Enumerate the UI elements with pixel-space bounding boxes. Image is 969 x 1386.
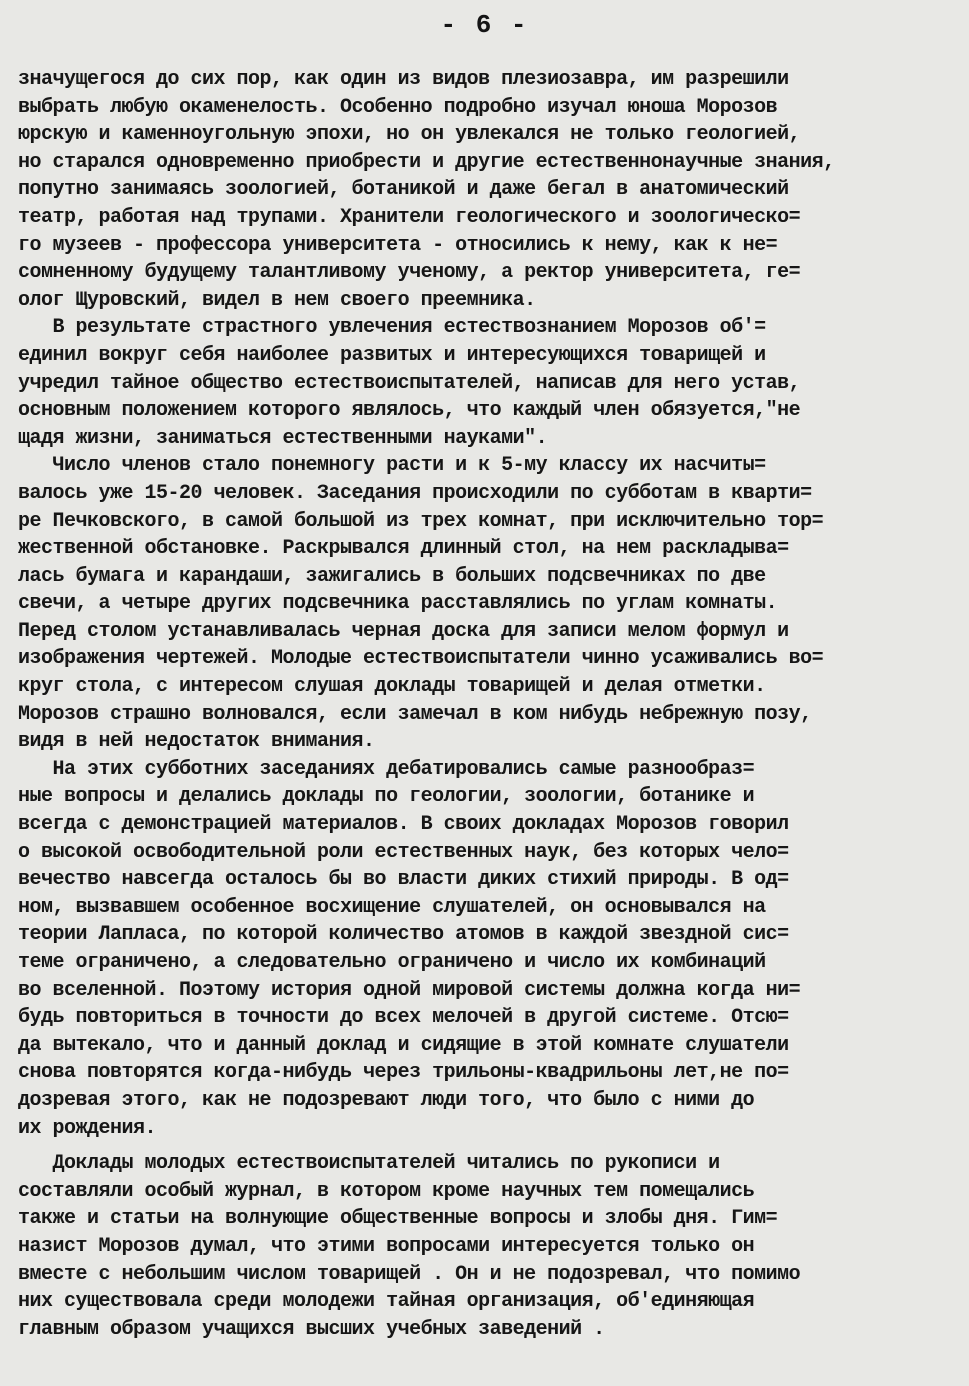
text-line: учредил тайное общество естествоиспытателей, написав для него устав,	[18, 371, 801, 395]
text-line: видя в ней недостаток внимания.	[18, 730, 375, 754]
page-number: - 6 -	[440, 10, 529, 40]
text-line: дозревая этого, как не подозревают люди того, что было с ними до	[18, 1088, 755, 1112]
paragraph-gap	[18, 1142, 958, 1150]
text-line: составляли особый журнал, в котором кроме научных тем помещались	[18, 1179, 755, 1203]
text-line: ном, вызвавшем особенное восхищение слушателей, он основывался на	[18, 895, 766, 919]
text-line: лась бумага и карандаши, зажигались в больших подсвечниках по две	[18, 564, 766, 588]
text-line: также и статьи на волнующие общественные вопросы и злобы дня. Гим=	[18, 1207, 778, 1231]
text-line: ные вопросы и делались доклады по геологии, зоологии, ботанике и	[18, 785, 755, 809]
text-line: Перед столом устанавливалась черная доска для записи мелом формул и	[18, 619, 789, 643]
text-line: Доклады молодых естествоиспытателей читались по рукописи и	[18, 1152, 720, 1176]
text-line: вместе с небольшим числом товарищей . Он и не подозревал, что помимо	[18, 1262, 801, 1286]
text-line: будь повториться в точности до всех мелочей в другой системе. Отсю=	[18, 1006, 789, 1030]
text-line: главным образом учащихся высших учебных заведений .	[18, 1317, 605, 1341]
text-line: ре Печковского, в самой большой из трех комнат, при исключительно тор=	[18, 509, 824, 533]
text-line: назист Морозов думал, что этими вопросами интересуется только он	[18, 1234, 755, 1258]
text-line: свечи, а четыре других подсвечника расставлялись по углам комнаты.	[18, 592, 778, 616]
text-line: единил вокруг себя наиболее развитых и интересующихся товарищей и	[18, 343, 766, 367]
text-line: всегда с демонстрацией материалов. В своих докладах Морозов говорил	[18, 813, 789, 837]
text-line: да вытекало, что и данный доклад и сидящие в этой комнате слушатели	[18, 1033, 789, 1057]
text-line: теме ограничено, а следовательно ограничено и число их комбинаций	[18, 951, 766, 974]
text-line: щадя жизни, заниматься естественными науками".	[18, 426, 548, 450]
text-line: круг стола, с интересом слушая доклады товарищей и делая отметки.	[18, 675, 766, 699]
text-line: но старался одновременно приобрести и другие естественнонаучные знания,	[18, 150, 835, 174]
text-line: сомненному будущему талантливому ученому, а ректор университета, ге=	[18, 261, 801, 285]
text-line: Морозов страшно волновался, если замечал в ком нибудь небрежную позу,	[18, 702, 812, 726]
text-line: них существовала среди молодежи тайная организация, об'единяющая	[18, 1290, 755, 1314]
text-line: жественной обстановке. Раскрывался длинный стол, на нем раскладыва=	[18, 537, 789, 561]
text-line: попутно занимаясь зоологией, ботаникой и даже бегал в анатомический	[18, 178, 789, 202]
text-line: театр, работая над трупами. Хранители геологического и зоологическо=	[18, 205, 801, 229]
text-line: о высокой освободительной роли естественных наук, без которых чело=	[18, 840, 789, 864]
text-line: юрскую и каменноугольную эпохи, но он увлекался не только геологией,	[18, 123, 801, 147]
text-line: значущегося до сих пор, как один из видов плезиозавра, им разрешили	[18, 68, 789, 91]
text-line: снова повторятся когда-нибудь через трильоны-квадрильоны лет,не по=	[18, 1061, 789, 1085]
text-line: теории Лапласа, по которой количество атомов в каждой звездной сис=	[18, 923, 789, 947]
text-line: основным положением которого являлось, что каждый член обязуется,"не	[18, 399, 801, 423]
text-line: олог Щуровский, видел в нем своего преемника.	[18, 288, 536, 312]
text-line: вечество навсегда осталось бы во власти диких стихий природы. В од=	[18, 868, 789, 892]
text-line: В результате страстного увлечения естествознанием Морозов об'=	[18, 316, 766, 340]
text-line: Число членов стало понемногу расти и к 5-му классу их насчиты=	[18, 454, 766, 478]
text-line: го музеев - профессора университета - относились к нему, как к не=	[18, 233, 778, 257]
text-line: валось уже 15-20 человек. Заседания происходили по субботам в кварти=	[18, 481, 812, 505]
text-line: их рождения.	[18, 1116, 157, 1140]
text-line: во вселенной. Поэтому история одной мировой системы должна когда ни=	[18, 978, 801, 1002]
text-line: На этих субботних заседаниях дебатировались самые разнообраз=	[18, 757, 755, 781]
page-body	[18, 66, 958, 1343]
text-line: выбрать любую окаменелость. Особенно подробно изучал юноша Морозов	[18, 95, 778, 119]
text-line: изображения чертежей. Молодые естествоиспытатели чинно усаживались во=	[18, 647, 824, 671]
